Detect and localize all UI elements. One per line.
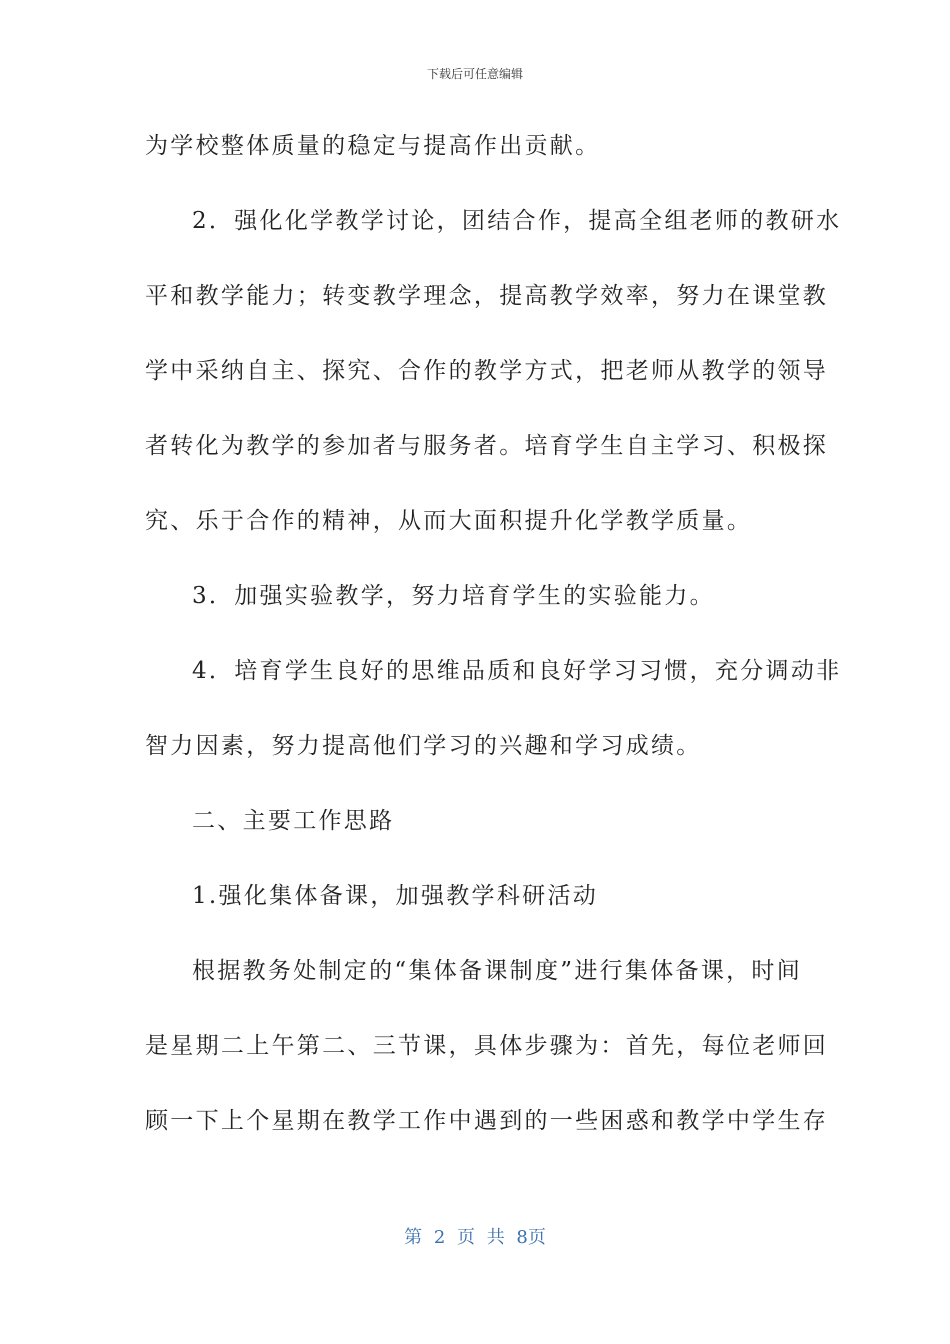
subsection-heading: 1.强化集体备课，加强教学科研活动 bbox=[192, 883, 599, 909]
paragraph-line: 顾一下上个星期在教学工作中遇到的一些困惑和教学中学生存 bbox=[145, 1108, 829, 1134]
paragraph-line: 学中采纳自主、探究、合作的教学方式，把老师从教学的领导 bbox=[145, 358, 829, 384]
paragraph-line: 为学校整体质量的稳定与提高作出贡献。 bbox=[145, 133, 601, 159]
paragraph-line: 是星期二上午第二、三节课，具体步骤为：首先，每位老师回 bbox=[145, 1033, 829, 1059]
paragraph-line: 4．培育学生良好的思维品质和良好学习习惯，充分调动非 bbox=[192, 658, 842, 684]
document-body bbox=[145, 125, 842, 1175]
section-heading: 二、主要工作思路 bbox=[192, 808, 395, 834]
page-header: 下载后可任意编辑 bbox=[426, 67, 523, 81]
paragraph-line: 3．加强实验教学，努力培育学生的实验能力。 bbox=[192, 583, 715, 609]
paragraph-line: 究、乐于合作的精神，从而大面积提升化学教学质量。 bbox=[145, 508, 753, 534]
paragraph-line: 平和教学能力；转变教学理念，提高教学效率，努力在课堂教 bbox=[145, 283, 829, 309]
paragraph-line: 2．强化化学教学讨论，团结合作，提高全组老师的教研水 bbox=[192, 208, 842, 234]
paragraph-line: 智力因素，努力提高他们学习的兴趣和学习成绩。 bbox=[145, 733, 702, 759]
paragraph-line: 者转化为教学的参加者与服务者。培育学生自主学习、积极探 bbox=[145, 433, 829, 459]
paragraph-line: 根据教务处制定的“集体备课制度”进行集体备课，时间 bbox=[192, 958, 803, 984]
page-number-footer: 第 2 页 共 8页 bbox=[404, 1227, 546, 1248]
